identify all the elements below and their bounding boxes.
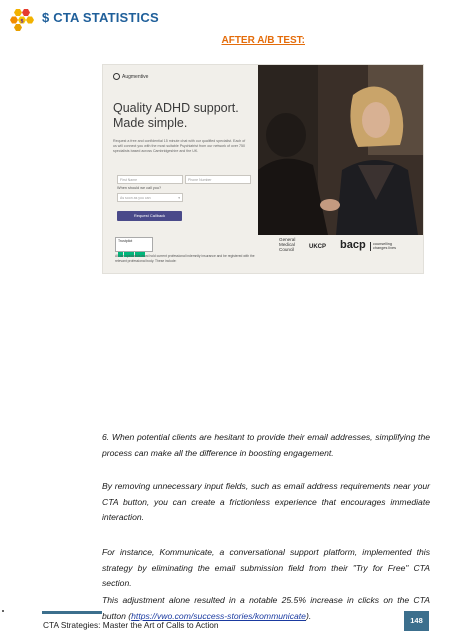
page-title: $ CTA STATISTICS: [42, 10, 159, 25]
ukcp-logo: UKCP: [309, 244, 327, 250]
call-time-question: When should we call you?: [117, 186, 162, 190]
footer-accent-bar: [42, 611, 102, 614]
paragraph-4-text-end: ).: [305, 610, 312, 621]
screenshot-hero-title: Quality ADHD support. Made simple.: [113, 101, 239, 130]
paragraph-4-text: This adjustment alone resulted in a notable 25.5% increase in clicks on the CTA button (: [102, 595, 430, 621]
screenshot-photo: [258, 65, 424, 235]
brand-name: Augmentive: [122, 73, 149, 80]
phone-number-field: Phone Number: [185, 175, 251, 184]
request-callback-button: Request Callback: [117, 211, 182, 221]
screenshot-hero-text: Request a free and confidential 15 minute chat with our qualified specialist. Each of us will connect you with the most suitable Psychiatrist from our network of over 750 specialists based across Cambridgeshire and the UK.: [113, 139, 246, 154]
trustpilot-badge: [115, 237, 153, 252]
paragraph-3: For instance, Kommunicate, a conversational support platform, implemented this strategy by eliminating the email submission field from their "Try for Free" CTA section.: [102, 547, 430, 589]
paragraph-1: 6. When potential clients are hesitant to provide their email addresses, simplifying the process can make all the difference in boosting engagement.: [102, 432, 430, 458]
counselling-session-photo: [258, 65, 424, 235]
section-subheading: AFTER A/B TEST:: [221, 35, 305, 46]
landing-page-screenshot: [102, 64, 424, 274]
hexagon-cluster-logo-icon: [10, 7, 34, 31]
page-number: 148: [404, 611, 429, 631]
gmc-logo: General Medical Council: [279, 237, 296, 253]
bacp-tagline: counselling changes lives: [370, 242, 403, 251]
call-time-select-value: As soon as you can: [120, 196, 151, 200]
bacp-logo: bacp: [340, 239, 366, 251]
paragraph-2: By removing unnecessary input fields, such as email address requirements near your CTA button, you can create a frictionless experience that encourages immediate interaction.: [102, 481, 430, 523]
call-time-select: [117, 193, 183, 202]
page-mark: [2, 610, 4, 612]
first-name-field: First Name: [117, 175, 183, 184]
screenshot-trust-bar: [103, 235, 424, 274]
footer-title: CTA Strategies: Master the Art of Calls to Action: [43, 620, 219, 630]
screenshot-disclaimer: All our specialists must hold current professional indemnity insurance and be registered with the relevant professional body. These include:: [115, 254, 255, 263]
trustpilot-label: Trustpilot: [118, 239, 133, 243]
source-link[interactable]: https://vwo.com/success-stories/kommunicate: [131, 610, 306, 621]
brand-logo-icon: [113, 73, 120, 80]
screenshot-brand: [113, 73, 148, 80]
svg-text:$: $: [20, 18, 24, 25]
chevron-down-icon: ▾: [178, 196, 180, 200]
